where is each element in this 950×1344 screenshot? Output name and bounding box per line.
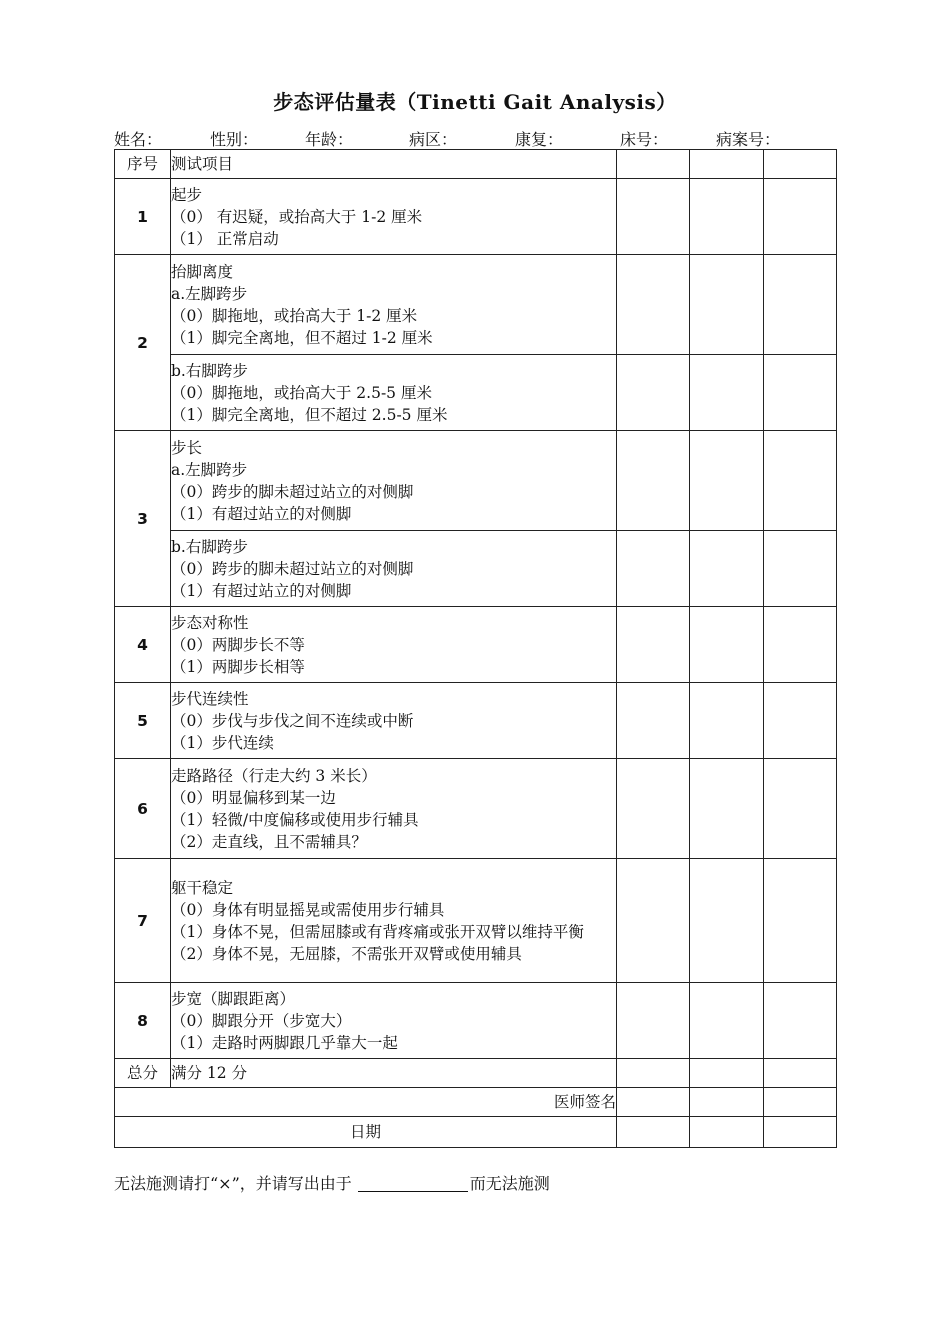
row-number: 8 — [115, 983, 171, 1059]
score-cell[interactable] — [690, 859, 764, 983]
score-cell[interactable] — [764, 531, 837, 607]
signature-cell[interactable] — [690, 1088, 764, 1117]
score-cell[interactable] — [617, 531, 690, 607]
item-line: a.左脚跨步 — [171, 284, 248, 303]
date-cell[interactable] — [764, 1117, 837, 1148]
score-cell[interactable] — [690, 355, 764, 431]
table-row — [115, 255, 837, 355]
header-item: 测试项目 — [171, 150, 617, 179]
item-line: 步宽（脚跟距离） — [171, 989, 296, 1008]
item-line: 走路路径（行走大约 3 米长） — [171, 766, 377, 785]
item-line: （2）走直线，且不需辅具？ — [171, 832, 367, 851]
footer-text-before: 无法施测请打“×”，并请写出由于 — [114, 1174, 352, 1193]
score-cell[interactable] — [690, 150, 764, 179]
table-row — [115, 683, 837, 759]
item-line: a.左脚跨步 — [171, 460, 248, 479]
item-line: （0）身体有明显摇晃或需使用步行辅具 — [171, 900, 445, 919]
item-line: （1）两脚步长相等 — [171, 657, 305, 676]
date-row — [115, 1117, 837, 1148]
score-cell[interactable] — [764, 1059, 837, 1088]
score-cell[interactable] — [617, 1059, 690, 1088]
item-line: （1）脚完全离地，但不超过 1-2 厘米 — [171, 328, 433, 347]
gait-assessment-table — [114, 149, 837, 1148]
test-item — [171, 531, 617, 607]
signature-cell[interactable] — [764, 1088, 837, 1117]
item-line: （0）脚拖地，或抬高大于 1-2 厘米 — [171, 306, 418, 325]
total-value: 满分 12 分 — [171, 1059, 617, 1088]
test-item — [171, 983, 617, 1059]
test-item — [171, 179, 617, 255]
bed-field-label: 床号： — [620, 130, 669, 149]
item-line: 抬脚离度 — [171, 262, 234, 281]
item-line: （1）走路时两脚跟几乎靠大一起 — [171, 1033, 398, 1052]
item-line: 躯干稳定 — [171, 878, 234, 897]
score-cell[interactable] — [617, 431, 690, 531]
score-cell[interactable] — [690, 255, 764, 355]
rehab-field-label: 康复： — [515, 130, 564, 149]
table-row — [115, 179, 837, 255]
item-line: （1）脚完全离地，但不超过 2.5-5 厘米 — [171, 405, 448, 424]
item-line: b.右脚跨步 — [171, 361, 248, 380]
item-line: 步代连续性 — [171, 689, 249, 708]
table-row — [115, 431, 837, 531]
item-line: （0）脚拖地，或抬高大于 2.5-5 厘米 — [171, 383, 432, 402]
date-cell[interactable] — [617, 1117, 690, 1148]
item-line: （0） 有迟疑，或抬高大于 1-2 厘米 — [171, 207, 423, 226]
page-title: 步态评估量表（Tinetti Gait Analysis） — [273, 90, 677, 114]
signature-row — [115, 1088, 837, 1117]
test-item — [171, 607, 617, 683]
row-number: 5 — [115, 683, 171, 759]
table-row — [115, 355, 837, 431]
row-number: 3 — [115, 431, 171, 607]
test-item — [171, 255, 617, 355]
score-cell[interactable] — [764, 255, 837, 355]
patient-info-row — [114, 127, 836, 149]
item-line: 步态对称性 — [171, 613, 249, 632]
signature-cell[interactable] — [617, 1088, 690, 1117]
test-item — [171, 683, 617, 759]
score-cell[interactable] — [617, 179, 690, 255]
reason-blank-line[interactable] — [358, 1175, 468, 1192]
item-line: 起步 — [171, 185, 203, 204]
row-number: 7 — [115, 859, 171, 983]
score-cell[interactable] — [617, 150, 690, 179]
score-cell[interactable] — [764, 150, 837, 179]
doctor-signature-label: 医师签名 — [115, 1088, 617, 1117]
score-cell[interactable] — [690, 179, 764, 255]
score-cell[interactable] — [764, 607, 837, 683]
score-cell[interactable] — [690, 531, 764, 607]
score-cell[interactable] — [690, 683, 764, 759]
score-cell[interactable] — [764, 355, 837, 431]
item-line: （0）步伐与步伐之间不连续或中断 — [171, 711, 414, 730]
total-row — [115, 1059, 837, 1088]
gender-field-label: 性别： — [210, 130, 259, 149]
header-num: 序号 — [115, 150, 171, 179]
score-cell[interactable] — [690, 983, 764, 1059]
record-number-field-label: 病案号： — [716, 130, 781, 149]
score-cell[interactable] — [617, 859, 690, 983]
item-line: b.右脚跨步 — [171, 537, 248, 556]
item-line: （2）身体不晃，无屈膝，不需张开双臂或使用辅具 — [171, 944, 522, 963]
item-line: （1） 正常启动 — [171, 229, 279, 248]
table-row — [115, 531, 837, 607]
item-line: （0）明显偏移到某一边 — [171, 788, 336, 807]
footer-text-after: 而无法施测 — [469, 1174, 550, 1193]
ward-field-label: 病区： — [409, 130, 458, 149]
score-cell[interactable] — [764, 683, 837, 759]
row-number: 4 — [115, 607, 171, 683]
score-cell[interactable] — [690, 607, 764, 683]
date-label: 日期 — [115, 1117, 617, 1148]
table-header-row — [115, 150, 837, 179]
score-cell[interactable] — [764, 179, 837, 255]
row-number: 6 — [115, 759, 171, 859]
score-cell[interactable] — [764, 859, 837, 983]
score-cell[interactable] — [764, 759, 837, 859]
item-line: （1）身体不晃，但需屈膝或有背疼痛或张开双臂以维持平衡 — [171, 922, 584, 941]
score-cell[interactable] — [617, 255, 690, 355]
score-cell[interactable] — [690, 1059, 764, 1088]
score-cell[interactable] — [690, 431, 764, 531]
total-label: 总分 — [115, 1059, 171, 1088]
item-line: （0）两脚步长不等 — [171, 635, 305, 654]
score-cell[interactable] — [764, 983, 837, 1059]
item-line: （1）步代连续 — [171, 733, 274, 752]
row-number: 2 — [115, 255, 171, 431]
table-row — [115, 759, 837, 859]
score-cell[interactable] — [617, 759, 690, 859]
test-item — [171, 759, 617, 859]
item-line: （1）轻微/中度偏移或使用步行辅具 — [171, 810, 419, 829]
footer-note — [114, 1171, 550, 1194]
name-field-label: 姓名： — [114, 130, 163, 149]
score-cell[interactable] — [690, 759, 764, 859]
item-line: （1）有超过站立的对侧脚 — [171, 581, 352, 600]
item-line: （0）跨步的脚未超过站立的对侧脚 — [171, 482, 414, 501]
item-line: （1）有超过站立的对侧脚 — [171, 504, 352, 523]
table-row — [115, 983, 837, 1059]
table-row — [115, 859, 837, 983]
score-cell[interactable] — [764, 431, 837, 531]
score-cell[interactable] — [617, 983, 690, 1059]
score-cell[interactable] — [617, 607, 690, 683]
row-number: 1 — [115, 179, 171, 255]
test-item — [171, 431, 617, 531]
score-cell[interactable] — [617, 683, 690, 759]
item-line: 步长 — [171, 438, 203, 457]
table-row — [115, 607, 837, 683]
test-item — [171, 355, 617, 431]
date-cell[interactable] — [690, 1117, 764, 1148]
age-field-label: 年龄： — [305, 130, 354, 149]
score-cell[interactable] — [617, 355, 690, 431]
item-line: （0）跨步的脚未超过站立的对侧脚 — [171, 559, 414, 578]
test-item — [171, 859, 617, 983]
item-line: （0）脚跟分开（步宽大） — [171, 1011, 352, 1030]
